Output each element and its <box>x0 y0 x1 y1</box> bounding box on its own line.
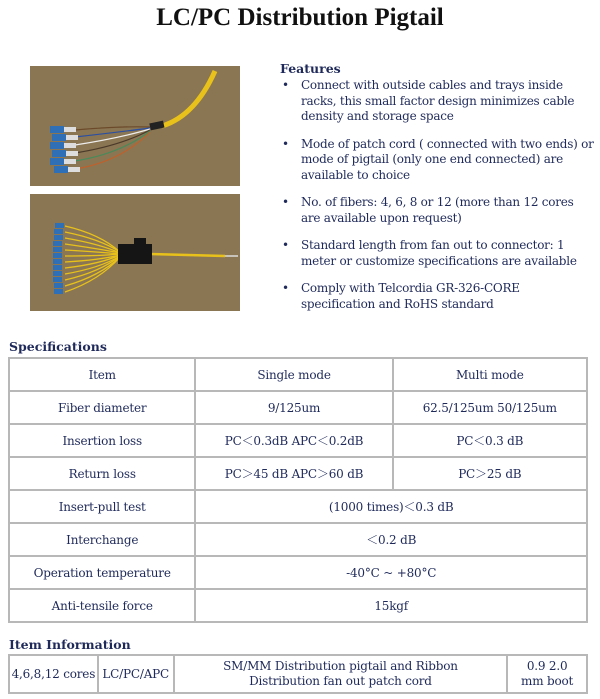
table-row <box>9 424 587 457</box>
features-heading: Features <box>280 61 341 76</box>
feature-text: Standard length from fan out to connector: 1 meter or customize specifications are available <box>301 238 577 268</box>
bullet-icon: • <box>282 195 289 209</box>
value-cell: -40°C ~ +80°C <box>195 556 587 589</box>
bullet-icon: • <box>282 78 289 92</box>
bullet-icon: • <box>282 238 289 252</box>
item-cell: Insert-pull test <box>9 490 195 523</box>
single-mode-cell: PC＜0.3dB APC＜0.2dB <box>195 424 392 457</box>
multi-mode-cell: 62.5/125um 50/125um <box>393 391 587 424</box>
feature-item <box>280 78 595 125</box>
feature-item <box>280 281 595 312</box>
table-row <box>9 589 587 622</box>
item-information-table <box>8 654 588 694</box>
header-cell: Single mode <box>195 358 392 391</box>
item-information-heading: Item Information <box>9 637 131 652</box>
product-photo-12-core <box>30 194 240 311</box>
value-cell: 15kgf <box>195 589 587 622</box>
table-row <box>9 556 587 589</box>
page-title: LC/PC Distribution Pigtail <box>156 4 444 31</box>
cores-cell: 4,6,8,12 cores <box>9 655 98 693</box>
description-cell: SM/MM Distribution pigtail and Ribbon Distribution fan out patch cord <box>174 655 508 693</box>
single-mode-cell: PC＞45 dB APC＞60 dB <box>195 457 392 490</box>
product-photo-6-core <box>30 66 240 186</box>
item-cell: Return loss <box>9 457 195 490</box>
item-cell: Anti-tensile force <box>9 589 195 622</box>
feature-text: Connect with outside cables and trays inside racks, this small factor design minimizes cable density and storage space <box>301 78 575 123</box>
specifications-heading: Specifications <box>9 339 107 354</box>
bullet-icon: • <box>282 281 289 295</box>
feature-text: Comply with Telcordia GR-326-CORE specification and RoHS standard <box>301 281 520 311</box>
item-cell: Operation temperature <box>9 556 195 589</box>
features-list <box>280 78 595 312</box>
bullet-icon: • <box>282 136 289 151</box>
feature-item <box>280 137 595 184</box>
table-row <box>9 457 587 490</box>
boot-cell: 0.9 2.0 mm boot <box>507 655 587 693</box>
item-cell: Fiber diameter <box>9 391 195 424</box>
table-row <box>9 391 587 424</box>
table-row <box>9 655 587 693</box>
item-cell: Insertion loss <box>9 424 195 457</box>
features-section <box>280 61 595 324</box>
table-header-row <box>9 358 587 391</box>
multi-mode-cell: PC＜0.3 dB <box>393 424 587 457</box>
multi-mode-cell: PC＞25 dB <box>393 457 587 490</box>
value-cell: (1000 times)＜0.3 dB <box>195 490 587 523</box>
feature-item <box>280 195 595 226</box>
specifications-table <box>8 357 588 623</box>
feature-text: No. of fibers: 4, 6, 8 or 12 (more than 12 cores are available upon request) <box>301 195 574 225</box>
connector-cell: LC/PC/APC <box>98 655 174 693</box>
feature-item <box>280 238 595 269</box>
feature-text: Mode of patch cord ( connected with two ends) or mode of pigtail (only one end connected) are available to choice <box>301 136 594 182</box>
value-cell: ＜0.2 dB <box>195 523 587 556</box>
table-row <box>9 523 587 556</box>
item-cell: Interchange <box>9 523 195 556</box>
table-row <box>9 490 587 523</box>
header-cell: Multi mode <box>393 358 587 391</box>
single-mode-cell: 9/125um <box>195 391 392 424</box>
header-cell: Item <box>9 358 195 391</box>
